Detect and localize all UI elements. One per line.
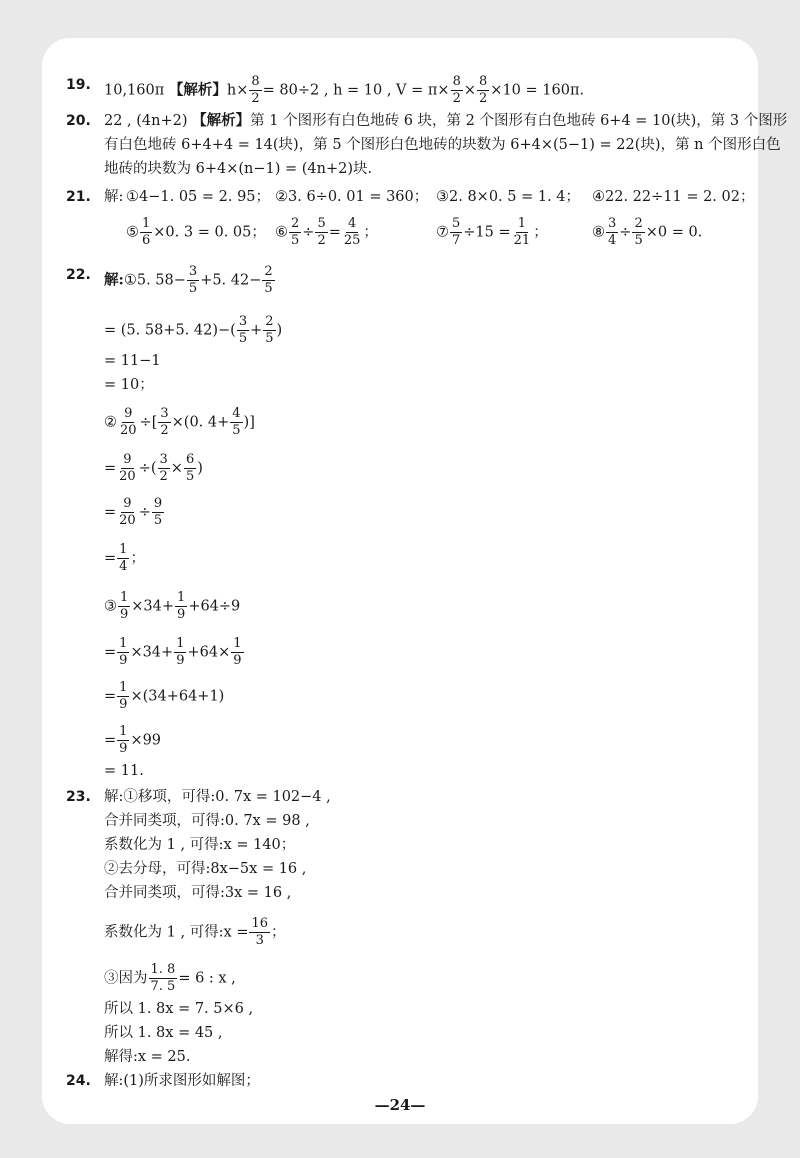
- q23-l3: 系数化为 1 , 可得:x = 140；: [104, 837, 296, 853]
- question-number-23: 23.: [66, 789, 91, 805]
- q23-l8: 所以 1. 8x = 7. 5×6 ,: [104, 1001, 254, 1017]
- q23-l7: ③因为 $\frac{1. 8}{7. 5}$ = 6 : x ,: [104, 962, 236, 994]
- q22-c4: = $\frac{1}{9}$ ×99: [104, 724, 162, 756]
- question-number-24: 24.: [66, 1073, 91, 1089]
- q19-tag: 【解析】: [168, 81, 227, 99]
- q23-l1: 解:①移项，可得:0. 7x = 102−4 ,: [104, 789, 331, 805]
- q20-tag: 【解析】: [192, 112, 251, 129]
- q19-text: ×: [463, 82, 477, 99]
- q22-label: 解:: [104, 271, 124, 289]
- fraction: $\frac{8}{2}$: [251, 74, 260, 106]
- q21-item-7: ⑦ $\frac{5}{7}$ ÷15 = $\frac{1}{21}$ ；: [436, 216, 548, 248]
- q20-line-2: 有白色地砖 6+4+4 = 14(块)，第 5 个图形白色地砖的块数为 6+4×(5−1) = 22(块)，第 n 个图形白色: [104, 137, 781, 153]
- q22-c3: = $\frac{1}{9}$ ×(34+64+1): [104, 680, 225, 712]
- q19-answer: 10,160π: [104, 82, 165, 99]
- q23-l4: ②去分母，可得:8x−5x = 16 ,: [104, 861, 307, 877]
- q22-b2: = $\frac{9}{20}$ ÷( $\frac{3}{2}$ × $\frac{6}{5}$ ): [104, 452, 203, 484]
- q23-l2: 合并同类项，可得:0. 7x = 98 ,: [104, 813, 310, 829]
- q21-item-4: ④22. 22÷11 = 2. 02；: [592, 189, 755, 205]
- question-number-22: 22.: [66, 267, 91, 283]
- q19-text: = 80÷2 , h = 10 , V = π×: [262, 82, 450, 99]
- q22-c2: = $\frac{1}{9}$ ×34+ $\frac{1}{9}$ +64× $\frac{1}{9}$: [104, 636, 242, 668]
- q24-l1: 解:(1)所求图形如解图；: [104, 1073, 260, 1089]
- q22-c1: ③ $\frac{1}{9}$ ×34+ $\frac{1}{9}$ +64÷9: [104, 590, 241, 622]
- q22-b1: ② $\frac{9}{20}$ ÷[ $\frac{3}{2}$ ×(0. 4+ $\frac{4}{5}$ )]: [104, 406, 255, 438]
- fraction: $\frac{8}{2}$: [452, 74, 461, 106]
- question-number-19: 19.: [66, 77, 91, 93]
- q22-a4: = 10；: [104, 377, 154, 393]
- q21-item-5: ⑤ $\frac{1}{6}$ ×0. 3 = 0. 05；: [126, 216, 266, 248]
- question-number-21: 21.: [66, 189, 91, 205]
- page-number: —24—: [374, 1096, 426, 1114]
- q22-a3: = 11−1: [104, 353, 161, 369]
- q23-l10: 解得:x = 25.: [104, 1049, 191, 1065]
- q19-text: ×10 = 160π.: [490, 82, 585, 99]
- q21-item-8: ⑧ $\frac{3}{4}$ ÷ $\frac{2}{5}$ ×0 = 0.: [592, 216, 703, 248]
- q23-l9: 所以 1. 8x = 45 ,: [104, 1025, 223, 1041]
- q22-c5: = 11.: [104, 763, 144, 779]
- q22-b3: = $\frac{9}{20}$ ÷ $\frac{9}{5}$: [104, 496, 163, 528]
- q21-item-1: ①4−1. 05 = 2. 95；: [126, 189, 271, 205]
- q23-l5: 合并同类项，可得:3x = 16 ,: [104, 885, 292, 901]
- q19-text: h×: [226, 82, 249, 99]
- q21-item-3: ③2. 8×0. 5 = 1. 4；: [436, 189, 581, 205]
- fraction: $\frac{8}{2}$: [479, 74, 488, 106]
- q21-item-2: ②3. 6÷0. 01 = 360；: [275, 189, 429, 205]
- q20-line-3: 地砖的块数为 6+4×(n−1) = (4n+2)块.: [104, 161, 373, 177]
- q22-a2: = (5. 58+5. 42)−( $\frac{3}{5}$ + $\frac{2}{5}$ ): [104, 314, 283, 346]
- q21-label: 解:: [104, 189, 124, 205]
- q22-a1: 解:①5. 58− $\frac{3}{5}$ +5. 42− $\frac{2}{5}$: [104, 264, 273, 296]
- q22-b4: = $\frac{1}{4}$ ；: [104, 542, 145, 574]
- q23-l6: 系数化为 1 , 可得:x = $\frac{16}{3}$ ；: [104, 916, 286, 948]
- q19-line: [104, 74, 584, 107]
- q21-item-6: ⑥ $\frac{2}{5}$ ÷ $\frac{5}{2}$ = $\frac{4}{25}$ ；: [275, 216, 378, 248]
- q20-line-1: 22 , (4n+2) 【解析】第 1 个图形有白色地砖 6 块，第 2 个图形有白色地砖 6+4 = 10(块)，第 3 个图形: [104, 112, 788, 129]
- question-number-20: 20.: [66, 113, 91, 129]
